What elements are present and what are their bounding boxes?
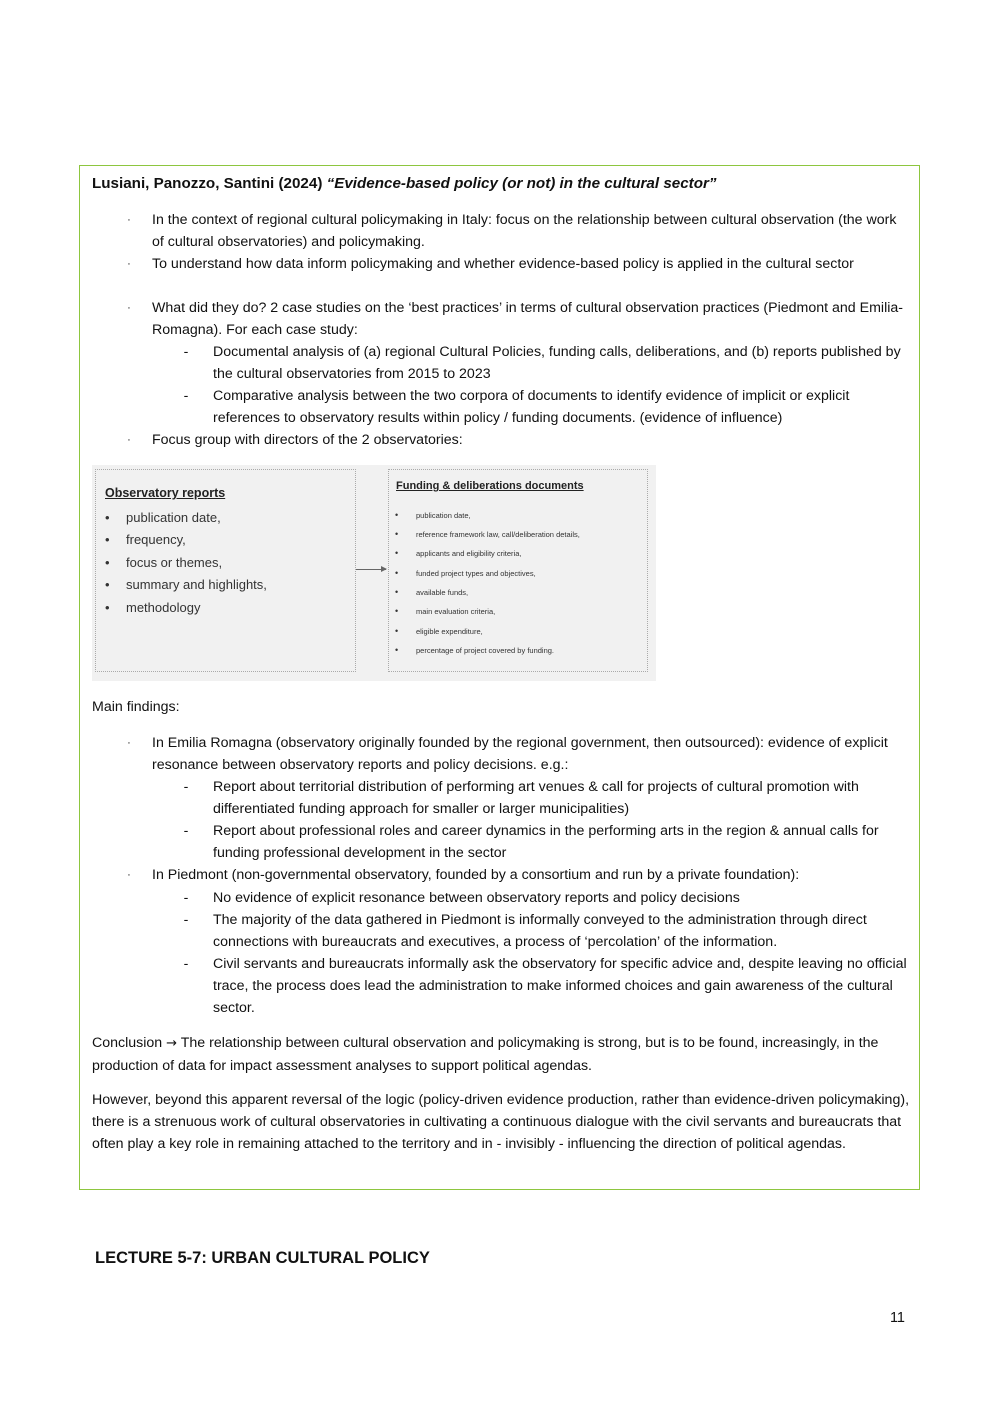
figure-list-item: • focus or themes,: [105, 555, 223, 570]
comparison-figure: [92, 465, 656, 681]
findings-label: Main findings:: [92, 699, 180, 715]
list-item-text: In the context of regional cultural policymaking in Italy: focus on the relationship between cultural observation (the work of cultural observatories) and policymaking.: [152, 212, 897, 250]
figure-list-item: • publication date,: [395, 510, 471, 520]
dash: -: [183, 956, 189, 972]
figure-list-item: • applicants and eligibility criteria,: [395, 548, 522, 558]
sub-list-item-text: Documental analysis of (a) regional Cultural Policies, funding calls, deliberations, and (b) reports published by the cultural observatories from 2015 to 2023: [213, 344, 901, 382]
title-authors: Lusiani, Panozzo, Santini (2024): [92, 175, 327, 192]
conclusion-text: The relationship between cultural observation and policymaking is strong, but is to be found, increasingly, in the production of data for impact assessment analyses to support political agendas.: [92, 1035, 879, 1074]
list-item-text: In Piedmont (non-governmental observatory, founded by a consortium and run by a private foundation):: [152, 867, 800, 883]
bullet: ·: [127, 214, 131, 226]
conclusion-paragraph: [92, 1032, 910, 1077]
sub-list-item-text: No evidence of explicit resonance between observatory reports and policy decisions: [213, 890, 740, 906]
list-item-text: What did they do? 2 case studies on the ‘best practices’ in terms of cultural observation practices (Piedmont and Emilia-Romagna). For each case study:: [152, 300, 903, 338]
summary-box: [79, 165, 920, 1190]
figure-list-item: • summary and highlights,: [105, 577, 267, 592]
list-item-text: Focus group with directors of the 2 observatories:: [152, 432, 463, 448]
figure-list-item: • methodology: [105, 600, 201, 615]
dash: -: [183, 388, 189, 404]
sub-list-item-text: Report about territorial distribution of performing art venues & call for projects of cultural promotion with differentiated funding approach for smaller or larger municipalities): [213, 779, 859, 817]
arrow-right-icon: →: [166, 1036, 178, 1051]
arrow-connector: [356, 569, 386, 570]
section-heading: LECTURE 5-7: URBAN CULTURAL POLICY: [95, 1249, 430, 1267]
however-paragraph: However, beyond this apparent reversal of the logic (policy-driven evidence production, rather than evidence-driven policymaking), there is a strenuous work of cultural observatories in cultivating a continuous dialogue with the civil servants and bureaucrats that often play a key role in remaining attached to the territory and in - invisibly - influencing the direction of political agendas.: [92, 1092, 910, 1152]
bullet: ·: [127, 434, 131, 446]
observatory-reports-title: Observatory reports: [105, 486, 226, 500]
page-number: 11: [889, 1310, 905, 1326]
title-work: “Evidence-based policy (or not) in the cultural sector”: [326, 175, 717, 192]
bullet: ·: [127, 258, 131, 270]
sub-list-item-text: Comparative analysis between the two corpora of documents to identify evidence of implicit or explicit references to observatory results within policy / funding documents. (evidence of influence): [213, 388, 850, 426]
funding-documents-title: Funding & deliberations documents: [396, 480, 584, 492]
box-title: [92, 174, 912, 194]
bullet: ·: [127, 302, 131, 314]
bullet: ·: [127, 737, 131, 749]
figure-list-item: • eligible expenditure,: [395, 626, 483, 636]
bullet: ·: [127, 869, 131, 881]
figure-list-item: • publication date,: [105, 510, 221, 525]
figure-list-item: • funded project types and objectives,: [395, 568, 536, 578]
sub-list-item-text: Civil servants and bureaucrats informally ask the observatory for specific advice and, despite leaving no official trace, the process does lead the administration to make informed choices and gain awareness of the cultural sector.: [213, 956, 907, 1016]
sub-list-item-text: Report about professional roles and career dynamics in the performing arts in the region & annual calls for funding professional development in the sector: [213, 823, 879, 861]
dash: -: [183, 344, 189, 360]
conclusion-label: Conclusion: [92, 1035, 163, 1051]
figure-list-item: • available funds,: [395, 587, 469, 597]
dash: -: [183, 912, 189, 928]
dash: -: [183, 890, 189, 906]
list-item-text: In Emilia Romagna (observatory originally founded by the regional government, then outsourced): evidence of explicit resonance between observatory reports and policy decisions. e.g.:: [152, 735, 888, 773]
list-item-text: To understand how data inform policymaking and whether evidence-based policy is applied in the cultural sector: [152, 256, 854, 272]
figure-list-item: • frequency,: [105, 532, 186, 547]
figure-list-item: • reference framework law, call/deliberation details,: [395, 529, 580, 539]
observatory-reports-panel: [95, 469, 356, 672]
funding-documents-panel: [388, 469, 648, 672]
dash: -: [183, 823, 189, 839]
dash: -: [183, 779, 189, 795]
figure-list-item: • main evaluation criteria,: [395, 606, 496, 616]
figure-list-item: • percentage of project covered by funding.: [395, 645, 555, 655]
sub-list-item-text: The majority of the data gathered in Piedmont is informally conveyed to the administration through direct connections with bureaucrats and executives, a process of ‘percolation’ of the information.: [213, 912, 867, 950]
